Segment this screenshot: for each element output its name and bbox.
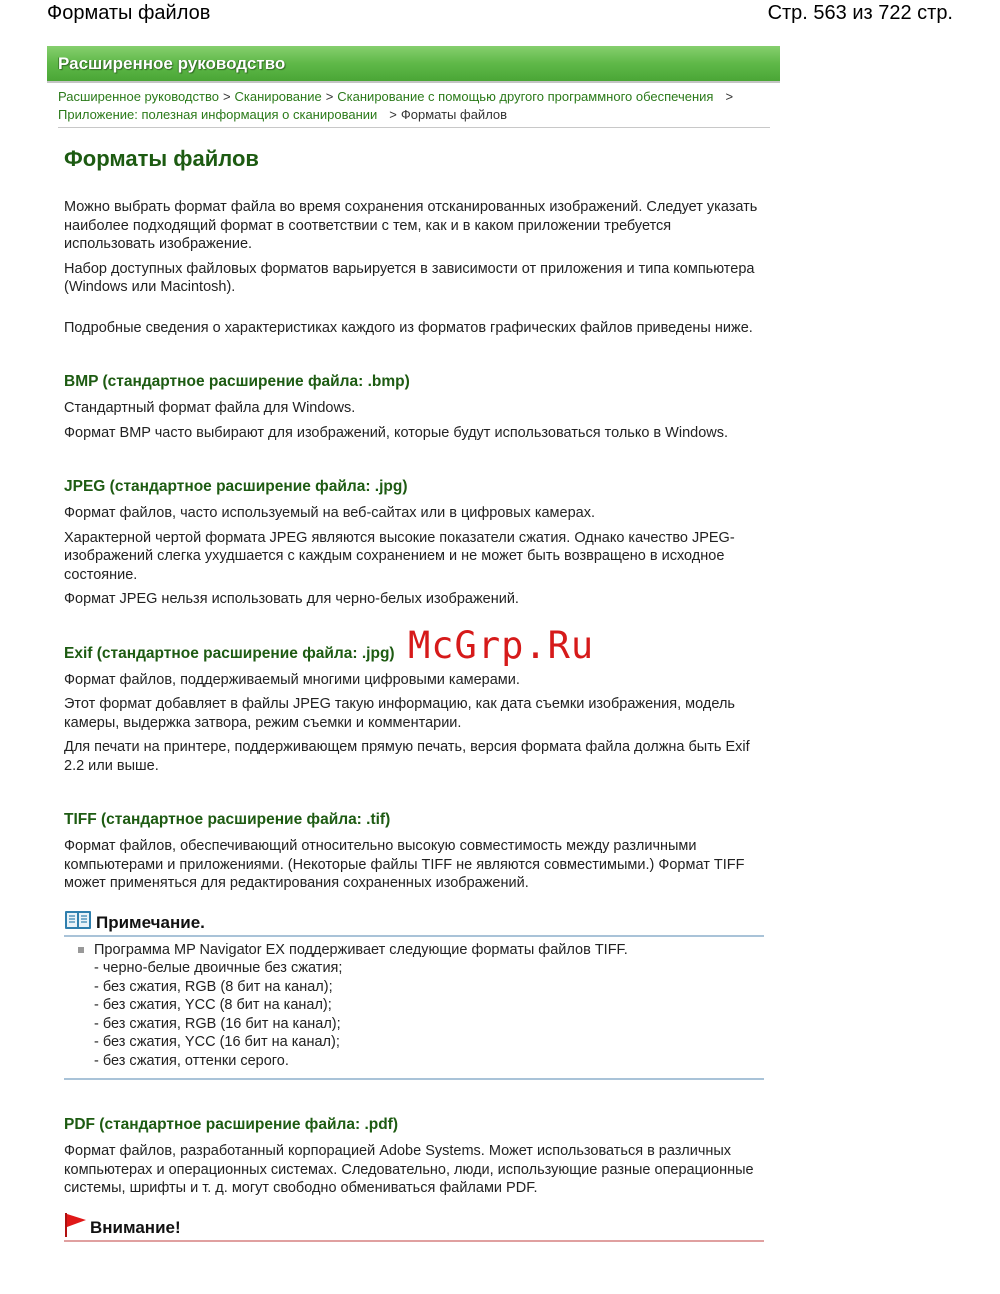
intro-paragraph: Можно выбрать формат файла во время сохранения отсканированных изображений. Следует указать наиболее подходящий формат в соответствии с тем, как и в каком приложении требуется использовать изображение. xyxy=(64,199,758,252)
page-header xyxy=(0,0,1000,30)
section-heading-pdf: PDF (стандартное расширение файла: .pdf) xyxy=(64,1116,399,1133)
watermark: McGrp.Ru xyxy=(408,624,595,667)
section-paragraph: Формат BMP часто выбирают для изображений, которые будут использоваться только в Windows. xyxy=(64,424,729,441)
list-item: - без сжатия, оттенки серого. xyxy=(94,1052,289,1069)
breadcrumb xyxy=(58,88,770,124)
banner-label: Расширенное руководство xyxy=(58,54,286,73)
section-paragraph: Для печати на принтере, поддерживающем прямую печать, версия формата файла должна быть Exif 2.2 или выше. xyxy=(64,739,750,774)
list-item: - черно-белые двоичные без сжатия; xyxy=(94,960,343,976)
section-heading-bmp: BMP (стандартное расширение файла: .bmp) xyxy=(64,373,410,390)
guide-banner xyxy=(47,46,780,83)
book-icon xyxy=(64,909,92,936)
section-heading-exif: Exif (стандартное расширение файла: .jpg) xyxy=(64,644,395,662)
section-paragraph: Формат файлов, поддерживаемый многими цифровыми камерами. xyxy=(64,671,520,688)
breadcrumb-link-scanning[interactable]: Сканирование xyxy=(234,89,322,104)
section-heading-jpeg: JPEG (стандартное расширение файла: .jpg) xyxy=(64,478,408,495)
section-paragraph: Формат файлов, часто используемый на веб-сайтах или в цифровых камерах. xyxy=(64,505,595,521)
section-paragraph: Формат файлов, обеспечивающий относительно высокую совместимость между различными компьютерами и приложениями. (Некоторые файлы TIFF не являются совместимыми.) Формат TIFF может применяться для редактирования сохраненных изображений. xyxy=(64,838,745,891)
section-paragraph: Формат файлов, разработанный корпорацией Adobe Systems. Может использоваться в различных компьютерах и операционных системах. Следовательно, люди, использующие разные операционные системы, шрифты и т. д. могут свободно обмениваться файлами PDF. xyxy=(64,1143,754,1196)
section-paragraph: Стандартный формат файла для Windows. xyxy=(64,400,356,416)
breadcrumb-separator: > xyxy=(325,89,334,104)
page-counter: Стр. 563 из 722 стр. xyxy=(767,2,953,24)
note-body xyxy=(64,937,764,1079)
breadcrumb-link-other-software[interactable]: Сканирование с помощью другого программного обеспечения xyxy=(337,89,714,104)
breadcrumb-divider xyxy=(58,127,770,128)
list-item: - без сжатия, YCC (8 бит на канал); xyxy=(94,997,332,1013)
warning-divider xyxy=(64,1240,764,1242)
intro-paragraph: Набор доступных файловых форматов варьируется в зависимости от приложения и типа компьютера (Windows или Macintosh). xyxy=(64,260,755,295)
breadcrumb-link-guide[interactable]: Расширенное руководство xyxy=(58,89,219,104)
document-title: Форматы файлов xyxy=(47,2,211,24)
note-bullet: Программа MP Navigator EX поддерживает следующие форматы файлов TIFF. xyxy=(78,941,764,960)
note-title: Примечание. xyxy=(96,912,205,932)
section-paragraph: Этот формат добавляет в файлы JPEG такую информацию, как дата съемки изображения, модель камеры, выдержка затвора, режим съемки и комментарии. xyxy=(64,696,735,731)
intro-paragraph: Подробные сведения о характеристиках каждого из форматов графических файлов приведены ниже. xyxy=(64,319,753,336)
main-content xyxy=(64,140,764,1242)
warning-title: Внимание! xyxy=(90,1217,181,1237)
red-flag-icon xyxy=(64,1212,88,1243)
section-paragraph: Формат JPEG нельзя использовать для черно-белых изображений. xyxy=(64,591,519,607)
breadcrumb-current: Форматы файлов xyxy=(400,107,508,122)
list-item: - без сжатия, YCC (16 бит на канал); xyxy=(94,1034,340,1050)
section-heading-tiff: TIFF (стандартное расширение файла: .tif) xyxy=(64,811,391,828)
list-item: - без сжатия, RGB (16 бит на канал); xyxy=(94,1015,341,1032)
breadcrumb-separator: > xyxy=(725,89,734,104)
breadcrumb-separator: > xyxy=(389,107,397,122)
note-divider xyxy=(64,1078,764,1080)
list-item: - без сжатия, RGB (8 бит на канал); xyxy=(94,978,333,995)
breadcrumb-link-appendix[interactable]: Приложение: полезная информация о сканировании xyxy=(58,107,378,122)
warning-header xyxy=(64,1212,764,1240)
breadcrumb-separator: > xyxy=(222,89,231,104)
page-title: Форматы файлов xyxy=(64,146,259,171)
section-paragraph: Характерной чертой формата JPEG являются высокие показатели сжатия. Однако качество JPEG-изображений слегка ухудшается с каждым сохранением и не может быть возвращено в исходное состояние. xyxy=(64,529,735,583)
note-header xyxy=(64,909,764,935)
